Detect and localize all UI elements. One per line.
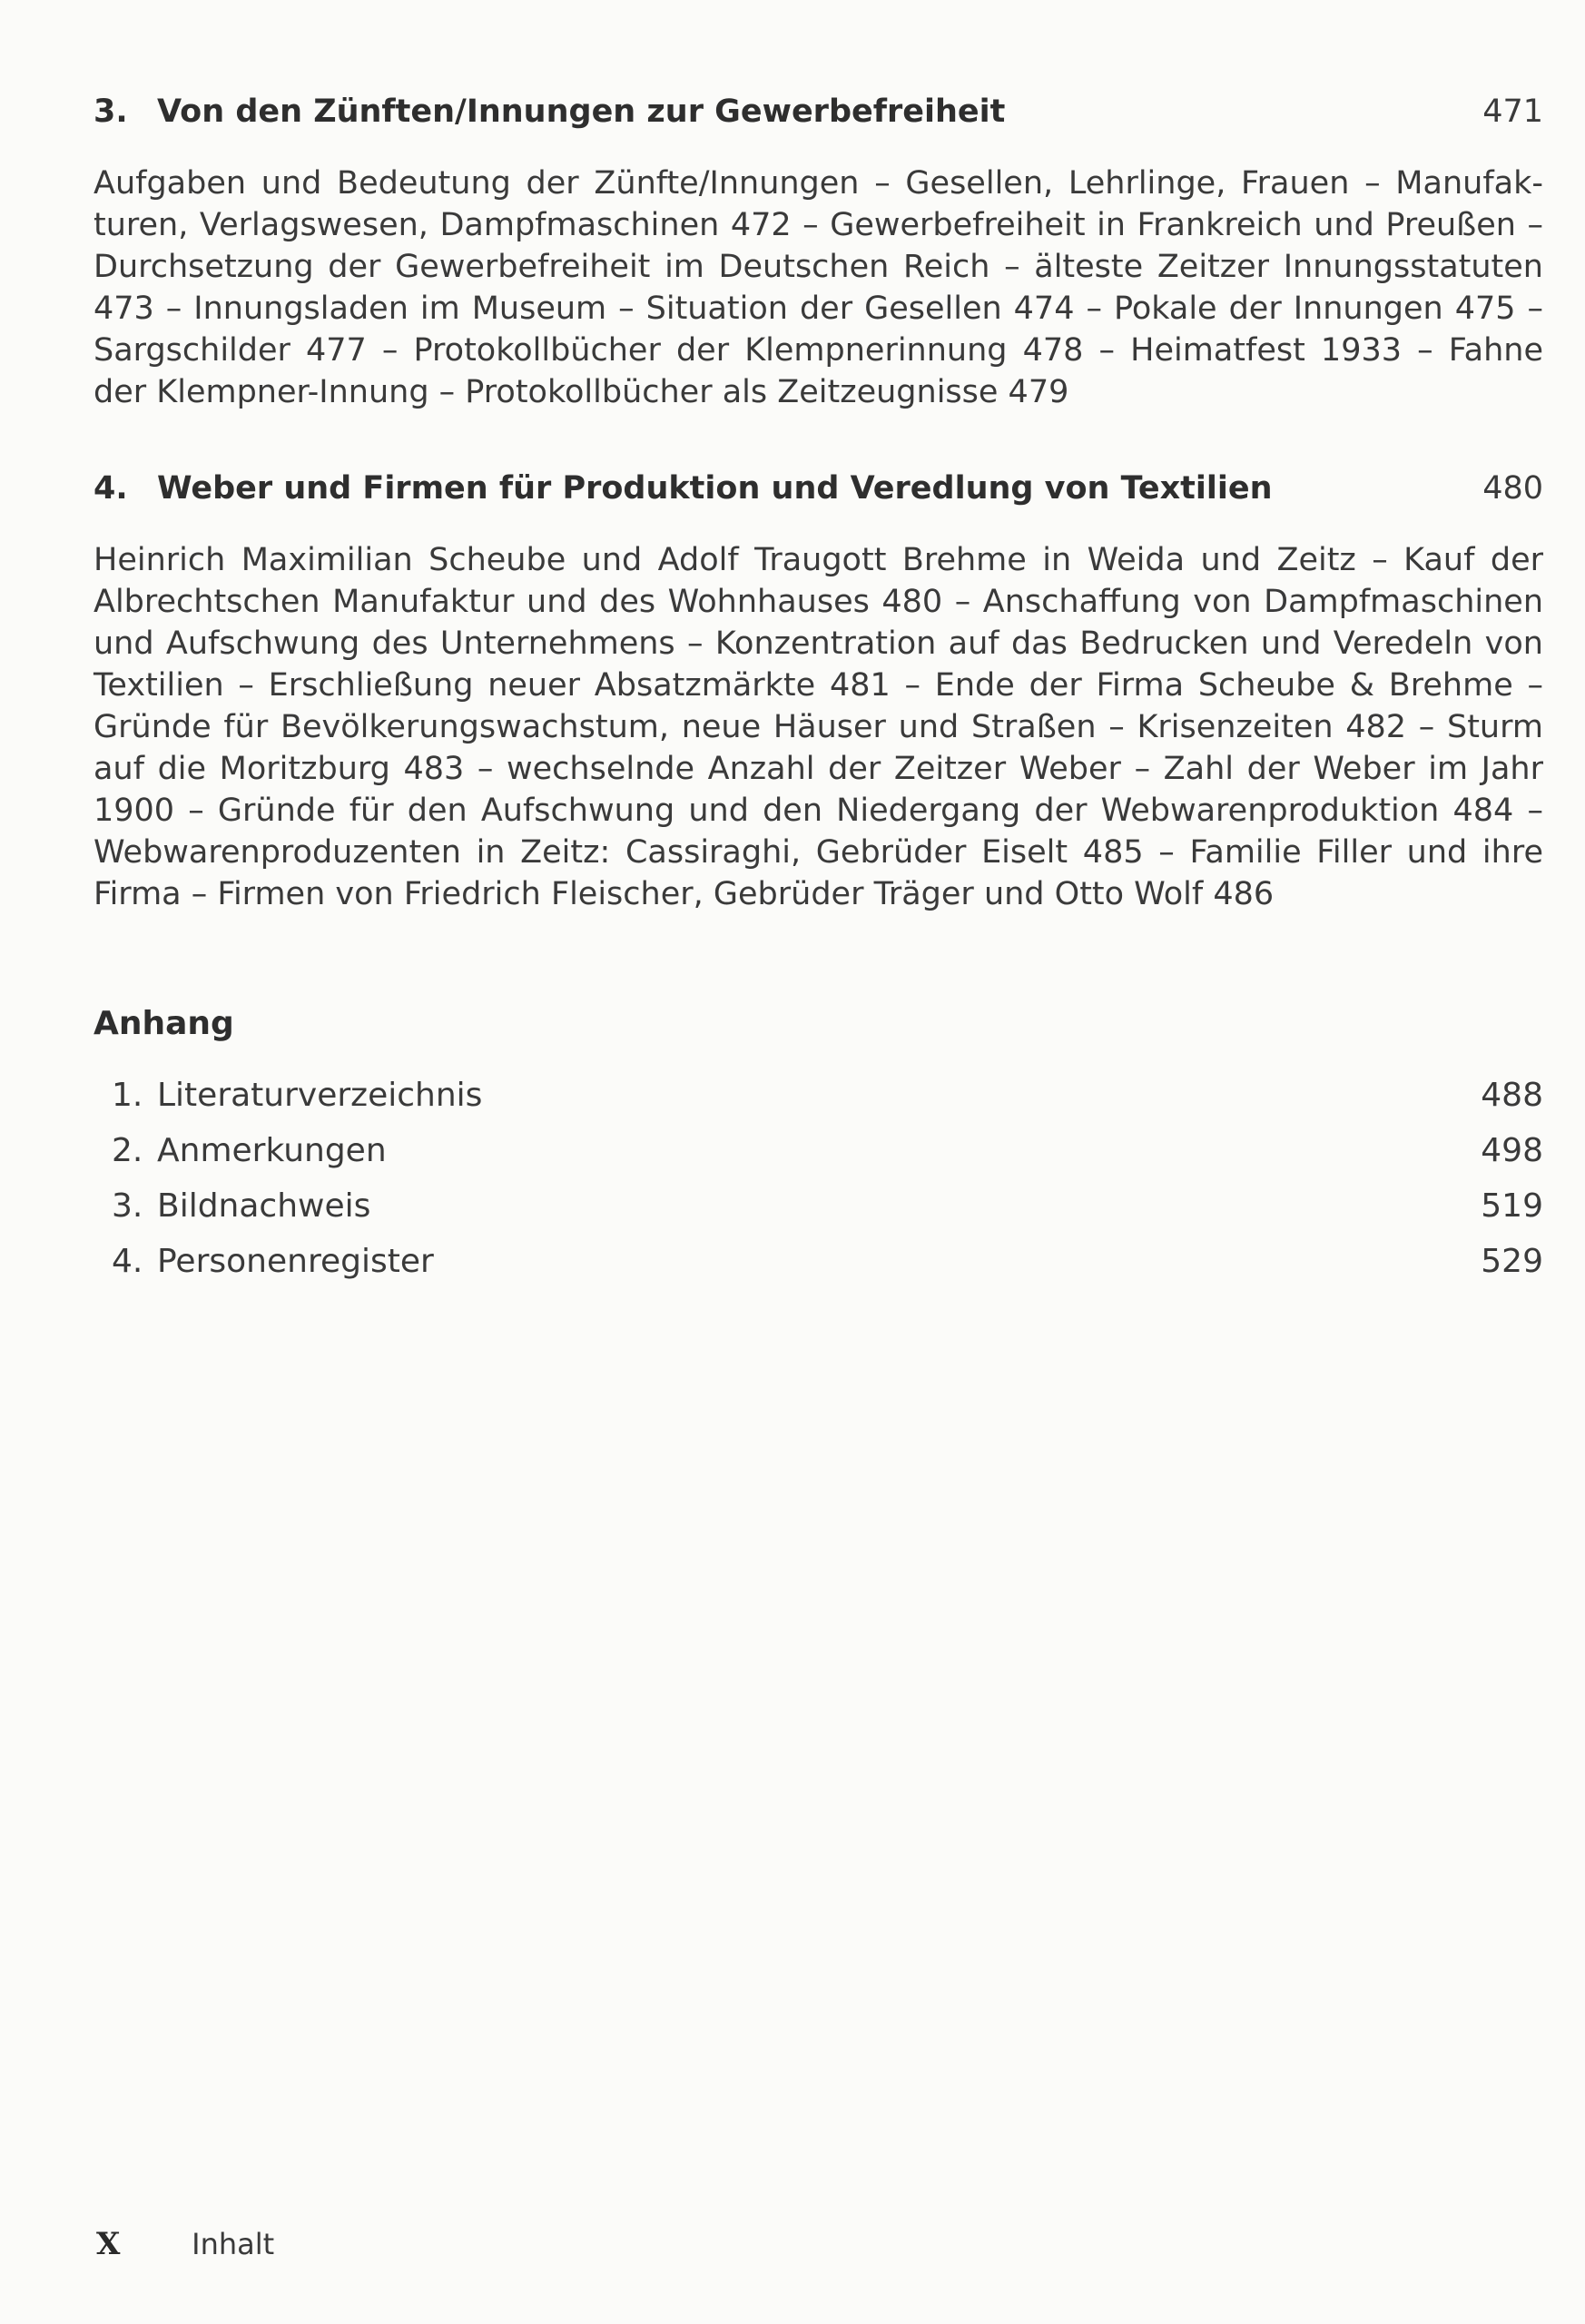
appendix-entry-page: 498 <box>1481 1132 1543 1169</box>
section-heading <box>94 470 1543 525</box>
appendix-list <box>94 1005 1543 1298</box>
section-summary: Heinrich Maximilian Scheube und Adolf Traugott Brehme in Weida und Zeitz – Kauf der Albrechtschen Manufaktur und des Wohnhauses 480 – Anschaffung von Dampfmaschinen und Aufschwung des Unternehmens – Konzentration auf das Bedrucken und Veredeln von Textilien – Erschließung neuer Absatzmärkte 481 – Ende der Firma Scheube & Brehme – Gründe für Bevölkerungswachstum, neue Häuser und Straßen – Krisenzeiten 482 – Sturm auf die Moritzburg 483 – wechselnde Anzahl der Zeitzer Weber – Zahl der Weber im Jahr 1900 – Gründe für den Aufschwung und den Niedergang der Webwarenproduktion 484 – Webwarenproduzenten in Zeitz: Cassiraghi, Gebrüder Eiselt 485 – Familie Filler und ihre Firma – Firmen von Friedrich Fleischer, Gebrüder Träger und Otto Wolf 486 <box>94 542 1543 912</box>
appendix-entry-label: Anmerkungen <box>157 1132 387 1169</box>
appendix-entry-number: 3. <box>112 1187 143 1225</box>
section-summary: Aufgaben und Bedeutung der Zünfte/Innungen – Gesellen, Lehrlinge, Frauen – Manufakturen, Verlagswesen, Dampfmaschinen 472 – Gewerbefreiheit in Frankreich und Preußen – Durchsetzung der Gewerbefreiheit im Deutschen Reich – älteste Zeitzer Innungsstatuten 473 – Innungsladen im Museum – Situation der Gesellen 474 – Pokale der Innungen 475 – Sargschilder 477 – Protokollbücher der Klempnerinnung 478 – Heimatfest 1933 – Fahne der Klempner-Innung – Protokollbücher als Zeitzeugnisse 479 <box>94 165 1543 410</box>
appendix-entry <box>94 1132 1543 1187</box>
appendix-entry-page: 519 <box>1481 1187 1543 1225</box>
section-page-number: 480 <box>1482 470 1543 507</box>
appendix-entry-number: 1. <box>112 1077 143 1114</box>
appendix-entry-number: 4. <box>112 1243 143 1280</box>
page-footer <box>96 2226 274 2262</box>
running-footer-label: Inhalt <box>192 2227 275 2261</box>
folio-number: X <box>96 2226 121 2262</box>
appendix-entry <box>94 1243 1543 1298</box>
section-title: Weber und Firmen für Produktion und Veredlung von Textilien <box>157 470 1273 507</box>
section-page-number: 471 <box>1482 94 1543 130</box>
section-number: 4. <box>94 470 128 507</box>
appendix-title: Anhang <box>94 1005 234 1042</box>
appendix-entry-page: 529 <box>1481 1243 1543 1280</box>
toc-section-4 <box>94 470 1543 915</box>
appendix-entry <box>94 1077 1543 1132</box>
section-number: 3. <box>94 94 128 130</box>
appendix-entry-page: 488 <box>1481 1077 1543 1114</box>
section-heading <box>94 94 1543 148</box>
section-title: Von den Zünften/Innungen zur Gewerbefreiheit <box>157 94 1006 130</box>
appendix-entry-label: Personenregister <box>157 1243 434 1280</box>
appendix-entry-number: 2. <box>112 1132 143 1169</box>
appendix-entry <box>94 1187 1543 1243</box>
appendix-entry-label: Literaturverzeichnis <box>157 1077 483 1114</box>
toc-section-3 <box>94 94 1543 413</box>
appendix-entry-label: Bildnachweis <box>157 1187 371 1225</box>
